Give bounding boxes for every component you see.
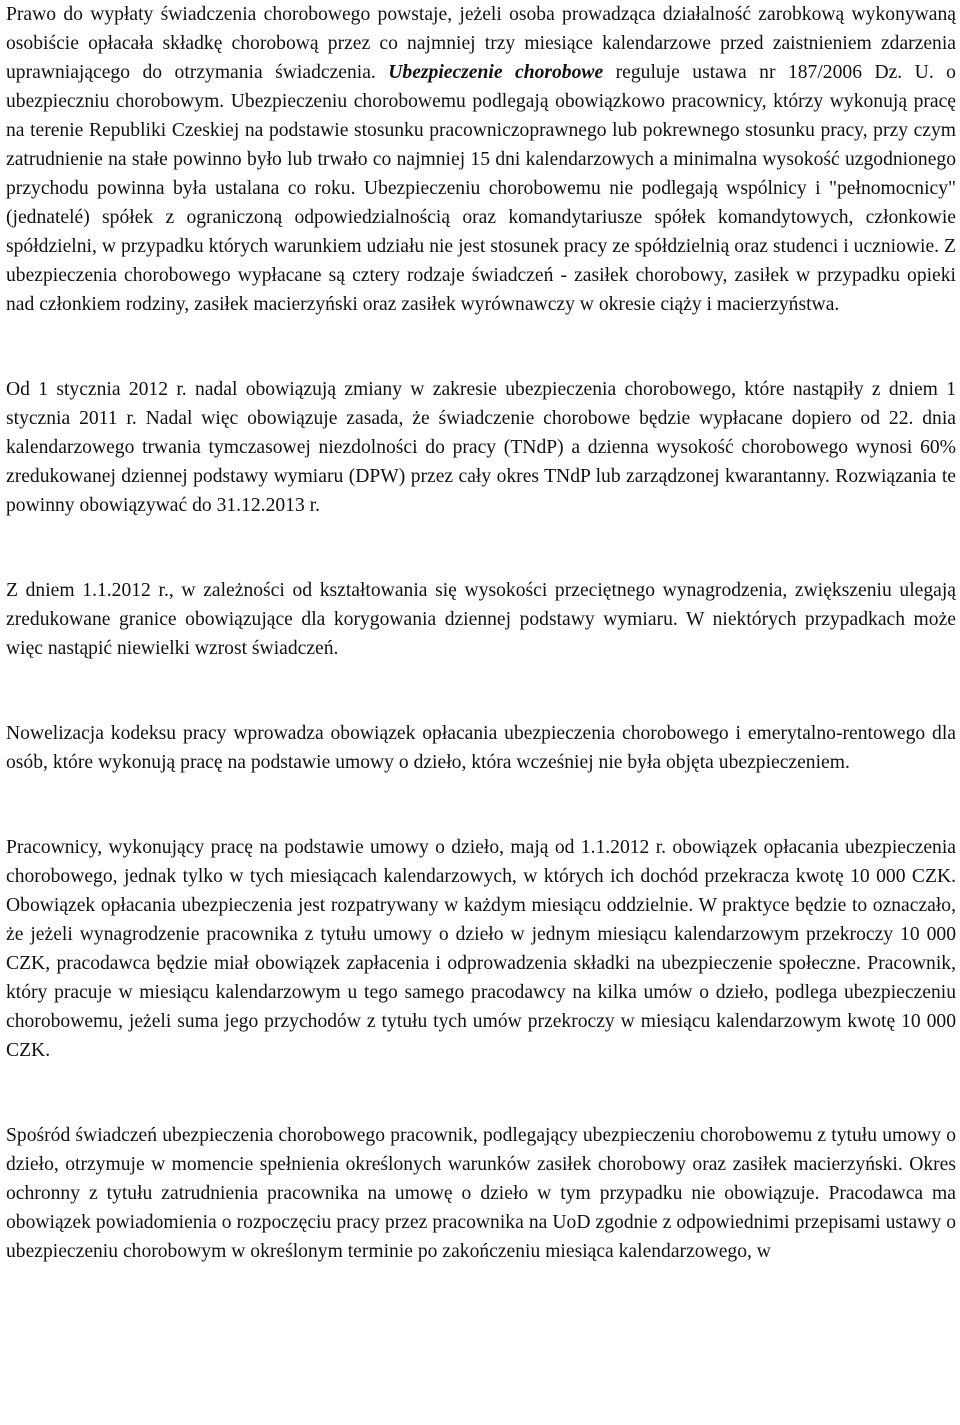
paragraph-text: reguluje ustawa nr 187/2006 Dz. U. o ubezpieczniu chorobowym. Ubezpieczeniu chorobowemu podlegają obowiązkowo pracownicy, którzy wykonują pracę na terenie Republiki Czeskiej na podstawie stosunku pracowniczoprawnego lub pokrewnego stosunku pracy, przy czym zatrudnienie na stałe powinno było lub trwało co najmniej 15 dni kalendarzowych a minimalna wysokość uzgodnionego przychodu powinna była ustalana co roku. Ubezpieczeniu chorobowemu nie podlegają wspólnicy i "pełnomocnicy" (jednatelé) spółek z ograniczoną odpowiedzialnością oraz komandytariusze spółek komandytowych, członkowie spółdzielni, w przypadku których warunkiem udziału nie jest stosunek pracy ze spółdzielnią oraz studenci i uczniowie. Z ubezpieczenia chorobowego wypłacane są cztery rodzaje świadczeń - zasiłek chorobowy, zasiłek w przypadku opieki nad członkiem rodziny, zasiłek macierzyński oraz zasiłek wyrównawczy w okresie ciąży i macierzyństwa. <box>6 62 956 315</box>
paragraph-text: Prawo do wypłaty świadczenia chorobowego powstaje, jeżeli osoba prowadząca działalność zarobkową wykonywaną osobiście opłacała składkę chorobową przez co najmniej trzy miesiące kalendarzowe przed zaistnieniem zdarzenia uprawniającego do otrzymania świadczenia. <box>6 4 956 83</box>
paragraph-contract-benefits: Spośród świadczeń ubezpieczenia chorobowego pracownik, podlegający ubezpieczeniu chorobowemu z tytułu umowy o dzieło, otrzymuje w momencie spełnienia określonych warunków zasiłek chorobowy oraz zasiłek macierzyński. Okres ochronny z tytułu zatrudnienia pracownika na umowę o dzieło w tym przypadku nie obowiązuje. Pracodawca ma obowiązek powiadomienia o rozpoczęciu pracy przez pracownika na UoD zgodnie z odpowiednimi przepisami ustawy o ubezpieczeniu chorobowym w określonym terminie po zakończeniu miesiąca kalendarzowego, w <box>6 1125 956 1262</box>
paragraph-labour-code-amendment: Nowelizacja kodeksu pracy wprowadza obowiązek opłacania ubezpieczenia chorobowego i emerytalno-rentowego dla osób, które wykonują pracę na podstawie umowy o dzieło, która wcześniej nie była objęta ubezpieczeniem. <box>6 723 956 773</box>
emphasized-term: Ubezpieczenie chorobowe <box>388 62 604 83</box>
paragraph-assessment-limits: Z dniem 1.1.2012 r., w zależności od kształtowania się wysokości przeciętnego wynagrodzenia, zwiększeniu ulegają zredukowane granice obowiązujące dla korygowania dziennej podstawy wymiaru. W niektórych przypadkach może więc nastąpić niewielki wzrost świadczeń. <box>6 580 956 659</box>
paragraph-contract-workers-obligation: Pracownicy, wykonujący pracę na podstawie umowy o dzieło, mają od 1.1.2012 r. obowiązek opłacania ubezpieczenia chorobowego, jednak tylko w tych miesiącach kalendarzowych, w których ich dochód przekracza kwotę 10 000 CZK. Obowiązek opłacania ubezpieczenia jest rozpatrywany w każdym miesiącu oddzielnie. W praktyce będzie to oznaczało, że jeżeli wynagrodzenie pracownika z tytułu umowy o dzieło w jednym miesiącu kalendarzowym przekroczy 10 000 CZK, pracodawca będzie miał obowiązek zapłacenia i odprowadzenia składki na ubezpieczenie społeczne. Pracownik, który pracuje w miesiącu kalendarzowym u tego samego pracodawcy na kilka umów o dzieło, podlega ubezpieczeniu chorobowemu, jeżeli suma jego przychodów z tytułu tych umów przekroczy w miesiącu kalendarzowym kwotę 10 000 CZK. <box>6 837 956 1061</box>
paragraph-2012-changes: Od 1 stycznia 2012 r. nadal obowiązują zmiany w zakresie ubezpieczenia chorobowego, które nastąpiły z dniem 1 stycznia 2011 r. Nadal więc obowiązuje zasada, że świadczenie chorobowe będzie wypłacane dopiero od 22. dnia kalendarzowego trwania tymczasowej niezdolności do pracy (TNdP) a dzienna wysokość chorobowego wynosi 60% zredukowanej dziennej podstawy wymiaru (DPW) przez cały okres TNdP lub zarządzonej kwarantanny. Rozwiązania te powinny obowiązywać do 31.12.2013 r. <box>6 379 956 516</box>
document-page <box>6 0 956 1266</box>
paragraph-sickness-benefit-eligibility <box>6 0 956 319</box>
